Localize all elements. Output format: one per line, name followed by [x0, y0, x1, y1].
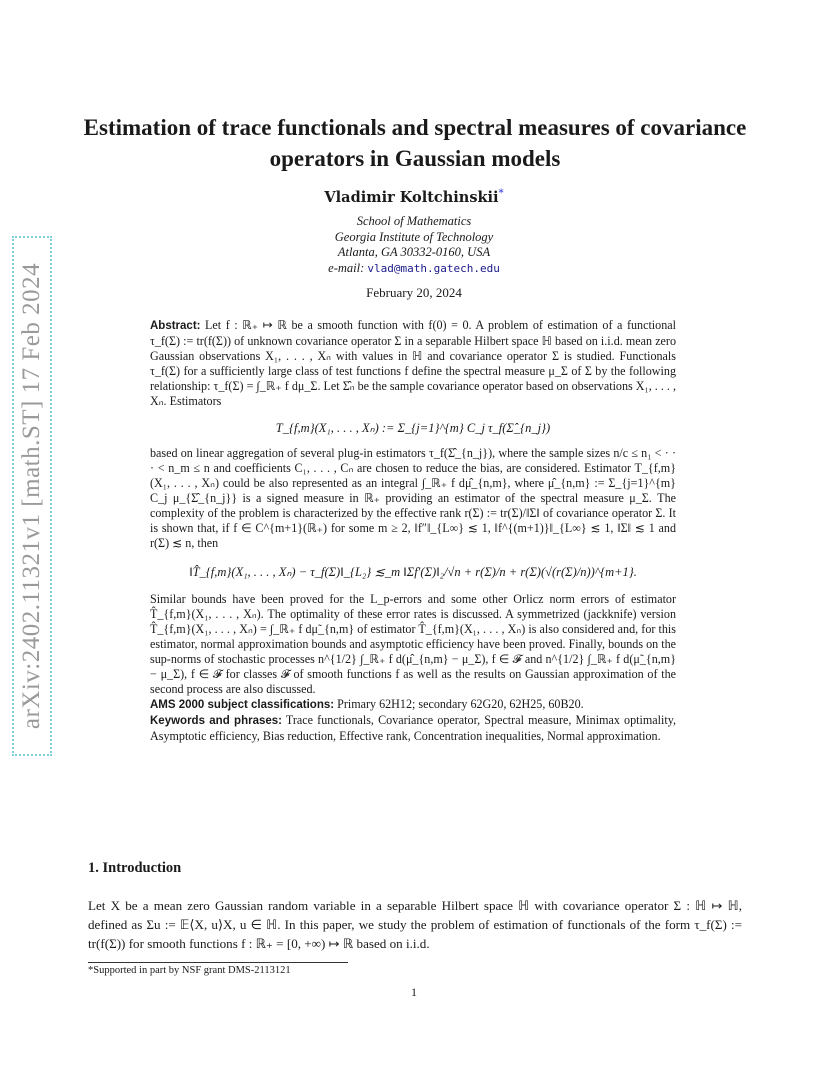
author-footnote-mark[interactable]: * — [498, 188, 504, 199]
abstract-label: Abstract: — [150, 320, 201, 332]
abstract-text-1: Let f : ℝ₊ ↦ ℝ be a smooth function with f(0) = 0. A problem of estimation of a functional τ_f(Σ) := tr(f(Σ)) of unknown covariance operator Σ in a separable Hilbert space ℍ based on i.i.d. mean zero Gaussian observations X₁, . . . , Xₙ with values in ℍ and covariance operator Σ is studied. Functionals τ_f(Σ) for a sufficiently large class of test functions f define the spectral measure μ_Σ of Σ by the following relationship: τ_f(Σ) = ∫_ℝ₊ f dμ_Σ. Let Σ̂ₙ be the sample covariance operator based on observations X₁, . . . , Xₙ. Estimators — [150, 318, 676, 408]
affiliation-email-line — [0, 261, 828, 277]
introduction-paragraph: Let X be a mean zero Gaussian random variable in a separable Hilbert space ℍ with covariance operator Σ : ℍ ↦ ℍ, defined as Σu := 𝔼⟨X, u⟩X, u ∈ ℍ. In this paper, we study the problem of estimation of functionals of the form τ_f(Σ) := tr(f(Σ)) for smooth functions f : ℝ₊ = [0, +∞) ↦ ℝ based on i.i.d. — [88, 898, 742, 951]
paper-date: February 20, 2024 — [366, 285, 462, 300]
footnote: *Supported in part by NSF grant DMS-2113121 — [88, 965, 291, 976]
abstract-paragraph-1 — [150, 318, 676, 409]
equation-bound: ‖T̂_{f,m}(X₁, . . . , Xₙ) − τ_f(Σ)‖_{L₂} ≲_m ‖Σf′(Σ)‖₂/√n + r(Σ)/n + r(Σ)(√(r(Σ)/n))^{m+1}. — [189, 565, 637, 579]
abstract-paragraph-2: based on linear aggregation of several plug-in estimators τ_f(Σ̂_{n_j}), where the sample sizes n/c ≤ n₁ < · · · < n_m ≤ n and coefficients C₁, . . . , Cₙ are chosen to reduce the bias, are considered. Estimator T_{f,m}(X₁, . . . , Xₙ) could be also represented as an integral ∫_ℝ₊ f dμ̂_{n,m}, where μ̂_{n,m} := Σ_{j=1}^{m} C_j μ_{Σ̂_{n_j}} is a signed measure in ℝ₊ providing an estimator of the spectral measure μ_Σ. The complexity of the problem is characterized by the effective rank r(Σ) := tr(Σ)/‖Σ‖ of covariance operator Σ. It is shown that, if f ∈ C^{m+1}(ℝ₊) for some m ≥ 2, ‖f″‖_{L∞} ≲ 1, ‖f^{(m+1)}‖_{L∞} ≲ 1, ‖Σ‖ ≲ 1 and r(Σ) ≲ n, then — [150, 446, 676, 550]
arxiv-stamp — [12, 236, 52, 756]
keywords-label: Keywords and phrases: — [150, 715, 282, 727]
ams-text: Primary 62H12; secondary 62G20, 62H25, 60B20. — [334, 697, 584, 711]
paper-title: Estimation of trace functionals and spectral measures of covariance operators in Gaussian models — [83, 115, 747, 171]
page-number: 1 — [411, 985, 417, 999]
equation-estimator: T_{f,m}(X₁, . . . , Xₙ) := Σ_{j=1}^{m} C_j τ_f(Σ̂_{n_j}) — [275, 421, 551, 435]
ams-classification — [150, 697, 676, 713]
affiliation-dept: School of Mathematics — [356, 214, 472, 228]
introduction-text — [88, 896, 742, 953]
arxiv-stamp-text: arXiv:2402.11321v1 [math.ST] 17 Feb 2024 — [18, 262, 45, 730]
author-line — [0, 188, 828, 206]
ams-label: AMS 2000 subject classifications: — [150, 699, 335, 711]
keywords-text: Trace functionals, Covariance operator, Spectral measure, Minimax optimality, Asymptotic efficiency, Bias reduction, Effective rank, Concentration inequalities, Normal approximation. — [150, 713, 676, 743]
section-heading: 1. Introduction — [88, 860, 182, 876]
footnote-rule — [88, 962, 348, 963]
email-link[interactable]: vlad@math.gatech.edu — [367, 261, 500, 275]
keywords — [150, 713, 676, 744]
affiliation — [0, 214, 828, 276]
affiliation-institution: Georgia Institute of Technology — [334, 229, 494, 244]
abstract — [150, 318, 676, 744]
affiliation-address: Atlanta, GA 30332-0160, USA — [337, 245, 491, 259]
author-name: Vladimir Koltchinskii — [324, 188, 499, 206]
abstract-paragraph-3: Similar bounds have been proved for the L_p-errors and some other Orlicz norm errors of estimator T̂_{f,m}(X₁, . . . , Xₙ). The optimality of these error rates is discussed. A symmetrized (jackknife) version T̂_{f,m}(X₁, . . . , Xₙ) = ∫_ℝ₊ f dμ̃_{n,m} of estimator T̂_{f,m}(X₁, . . . , Xₙ) is also considered and, for this estimator, normal approximation bounds and asymptotic efficiency have been proved. Finally, bounds on the sup-norms of stochastic processes n^{1/2} ∫_ℝ₊ f d(μ̂_{n,m} − μ_Σ), f ∈ 𝓕 and n^{1/2} ∫_ℝ₊ f d(μ̃_{n,m} − μ_Σ), f ∈ 𝓕 for classes 𝓕 of smooth functions f as well as the results on Gaussian approximation of the second process are also discussed. — [150, 592, 676, 696]
email-label: e-mail: — [328, 260, 368, 275]
